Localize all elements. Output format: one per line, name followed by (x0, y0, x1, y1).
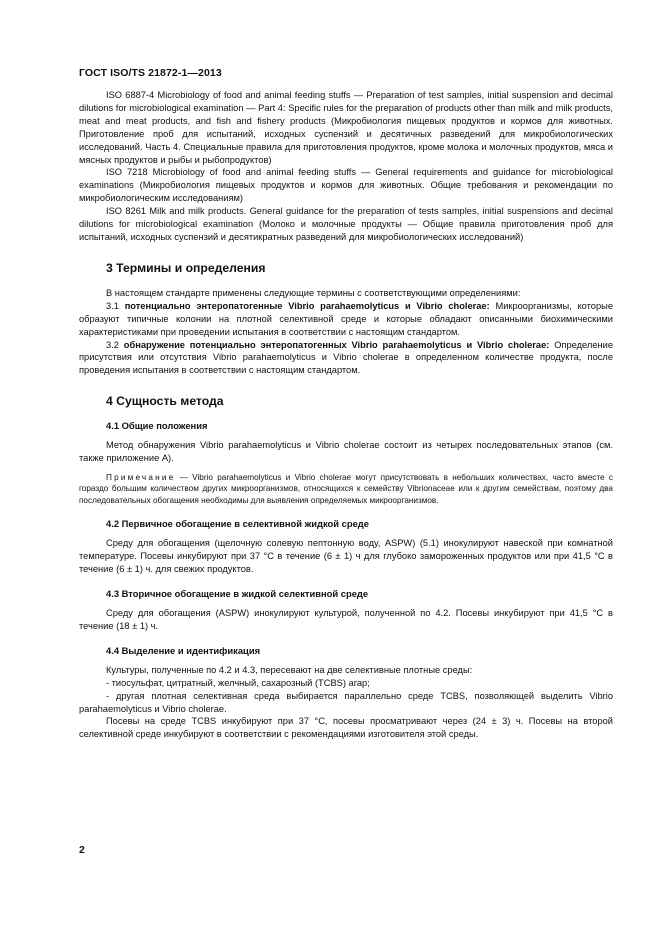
section-4-4-text-1: Культуры, полученные по 4.2 и 4.3, пересевают на две селективные плотные среды: (106, 664, 473, 675)
list-item: - тиосульфат, цитратный, желчный, сахарозный (TCBS) агар; (106, 677, 370, 688)
section-4-1-text: Метод обнаружения Vibrio parahaemolyticus и Vibrio cholerae состоит из четырех последовательных этапов (см. также приложение А). (79, 440, 613, 464)
section-3-heading: 3 Термины и определения (106, 260, 266, 275)
term-3-1-definition: Микроорганизмы, которые образуют типичные колонии на плотной селективной среде и которые обладают описанными биохимическими характеристиками при проведении испытания в соответствии с настоящим стандартом. (79, 300, 613, 337)
list-item: - другая плотная селективная среда выбирается параллельно среде TCBS, позволяющей выделить Vibrio parahaemolyticus и Vibrio cholerae. (79, 690, 613, 714)
term-3-1-term: потенциально энтеропатогенные Vibrio parahaemolyticus и Vibrio cholerae: (124, 300, 490, 311)
section-4-2-heading: 4.2 Первичное обогащение в селективной жидкой среде (106, 518, 369, 530)
term-3-2 (79, 339, 613, 378)
reference-iso-6887-4: ISO 6887-4 Microbiology of food and animal feeding stuffs — Preparation of test samples, initial suspension and decimal dilutions for microbiological examination — Part 4: Specific rules for the preparation of products other than milk and milk products, meat and meat products, and fish and fishery products (Микробиология пищевых продуктов и кормов для животных. Приготовление проб для испытаний, исходных суспензий и десятичных разведений для микробиологических исследований. Часть 4. Специальные правила для приготовления продуктов, кроме молока и молочных продуктов, мяса и мясных продуктов и рыбы и рыбопродуктов) (79, 90, 613, 165)
term-3-2-definition: Определение присутствия или отсутствия Vibrio parahaemolyticus и Vibrio cholerae в определенном количестве продукта, после проведения испытания в соответствии с настоящим стандартом. (79, 339, 613, 376)
section-4-1-heading: 4.1 Общие положения (106, 420, 208, 432)
section-4-4-heading: 4.4 Выделение и идентификация (106, 644, 261, 656)
section-4-3-text: Среду для обогащения (ASPW) инокулируют культурой, полученной по 4.2. Посевы инкубируют при 41,5 °С в течение (18 ± 1) ч. (79, 607, 613, 631)
note-label: Примечание (106, 473, 176, 483)
note-text: — Vibrio parahaemolyticus и Vibrio cholerae могут присутствовать в небольших количествах, часто вместе с гораздо большим количеством других микроорганизмов, относящихся к семейству Vibrionaceae или к другим семействам, поэтому два последовательных обогащения необходимы для выявления определяемых микроорганизмов. (79, 473, 613, 505)
section-4-2-text: Среду для обогащения (щелочную солевую пептонную воду, ASPW) (5.1) инокулируют навеской при комнатной температуре. Посевы инкубируют при 37 °С в течение (6 ± 1) ч для глубоко замороженных продуктов или при 41,5 °С в течение (6 ± 1) ч. для свежих продуктов. (79, 538, 613, 575)
document-body (79, 89, 613, 741)
document-header: ГОСТ ISO/TS 21872-1—2013 (79, 67, 222, 79)
section-4-1-note (79, 472, 613, 506)
reference-iso-7218: ISO 7218 Microbiology of food and animal feeding stuffs — General requirements and guidance for microbiological examinations (Микробиология пищевых продуктов и кормов для животных. Общие требования и рекомендации по микробиологическим исследованиям) (79, 167, 613, 204)
section-4-4-body (79, 664, 613, 741)
page-number: 2 (79, 844, 85, 856)
term-3-1-number: 3.1 (106, 300, 125, 311)
section-4-heading: 4 Сущность метода (106, 394, 224, 409)
term-3-1 (79, 300, 613, 339)
section-3-intro: В настоящем стандарте применены следующие термины с соответствующими определениями: (106, 287, 521, 298)
term-3-2-term: обнаружение потенциально энтеропатогенных Vibrio parahaemolyticus и Vibrio cholerae: (123, 339, 550, 350)
term-3-2-number: 3.2 (106, 339, 124, 350)
section-4-4-text-2: Посевы на среде TCBS инкубируют при 37 °С, посевы просматривают через (24 ± 3) ч. Посевы на второй селективной среде инкубируют в соответствии с рекомендациями изготовителя этой среды. (79, 716, 613, 740)
reference-iso-8261: ISO 8261 Milk and milk products. General guidance for the preparation of tests samples, initial suspensions and decimal dilutions for microbiological examination (Молоко и молочные продукты — Общие правила приготовления проб для испытаний, исходных суспензий и десятикратных разведений для микробиологических исследований) (79, 206, 613, 242)
section-4-3-heading: 4.3 Вторичное обогащение в жидкой селективной среде (106, 587, 369, 599)
